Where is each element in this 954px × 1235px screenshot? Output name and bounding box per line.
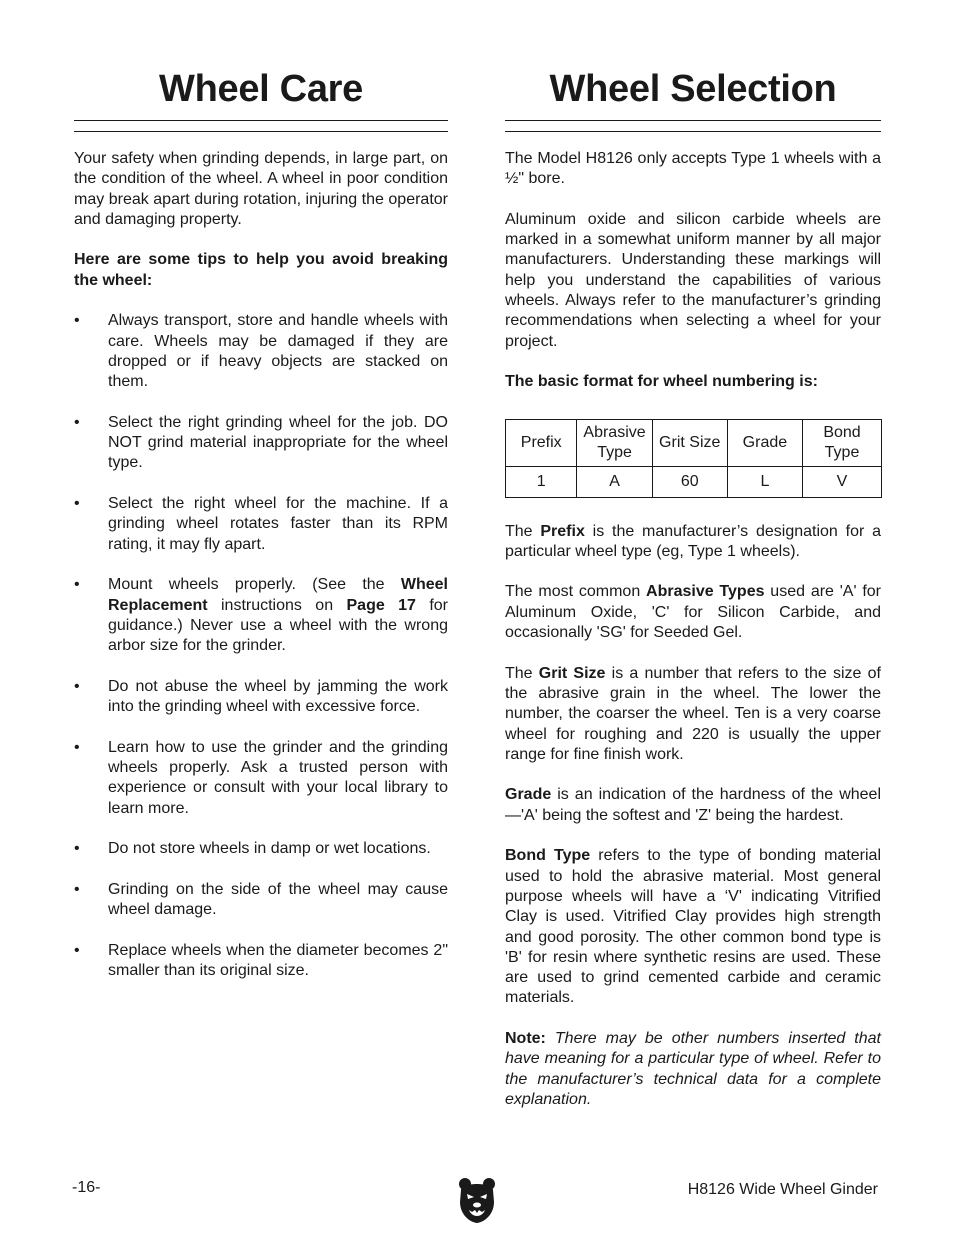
abrasive-paragraph: The most common Abrasive Types used are 'A' for Aluminum Oxide, 'C' for Silicon Carbide, and occasionally 'SG' for Seeded Gel. [505,583,882,642]
bullet: • [74,495,80,513]
wheel-care-body [74,149,448,1001]
bullet: • [74,840,80,858]
list-item: • Select the right grinding wheel for the job. DO NOT grind material inappropriate for the wheel type. [74,413,448,472]
wheel-selection-body [505,149,881,1130]
bear-head-logo-icon [457,1176,497,1224]
list-item: • Mount wheels properly. (See the Wheel Replacement instructions on Page 17 for guidance.) Never use a wheel with the wrong arbor size for the grinder. [74,576,449,655]
page-number: -16- [72,1179,101,1196]
table-header-cell: Prefix [506,419,577,466]
table-cell: V [803,466,882,497]
table-header-cell: Abrasive Type [577,419,652,466]
table-cell: 60 [652,466,727,497]
list-item: • Always transport, store and handle wheels with care. Wheels may be damaged if they are dropped or if heavy objects are stacked on them. [74,312,448,391]
wheel-replacement-ref: Wheel Replacement [108,576,448,614]
bullet: • [74,738,80,756]
table-header-cell: Bond Type [803,419,882,466]
model-paragraph: The Model H8126 only accepts Type 1 wheels with a ½" bore. [505,150,881,188]
model-name: H8126 Wide Wheel Ginder [687,1181,878,1198]
title-rule [505,120,881,132]
bullet: • [74,677,80,695]
tips-list [74,311,448,981]
list-item: • Do not abuse the wheel by jamming the work into the grinding wheel with excessive force. [74,677,448,716]
grade-paragraph: Grade is an indication of the hardness of the wheel—'A' being the softest and 'Z' being the hardest. [505,786,881,824]
format-heading: The basic format for wheel numbering is: [505,373,818,391]
table-row [506,466,882,497]
bullet: • [74,941,80,959]
prefix-paragraph: The Prefix is the manufacturer’s designation for a particular wheel type (eg, Type 1 wheels). [505,522,881,560]
markings-paragraph: Aluminum oxide and silicon carbide wheels are marked in a somewhat uniform manner by all major manufacturers. Understanding these markings will help you understand the capabilities of various wheels. Always refer to the manufacturer’s grinding recommendations when selecting a wheel for your project. [505,210,881,350]
grit-paragraph: The Grit Size is a number that refers to the size of the abrasive grain in the wheel. The lower the number, the coarser the wheel. Ten is a very coarse wheel for roughing and 220 is usually the upper range for fine finish work. [505,664,881,763]
tips-heading: Here are some tips to help you avoid breaking the wheel: [74,251,448,289]
table-cell: A [577,466,652,497]
bear-head-shape [459,1178,495,1223]
wheel-selection-title: Wheel Selection [549,68,837,110]
list-item: • Replace wheels when the diameter becomes 2" smaller than its original size. [74,941,448,979]
table-cell: 1 [506,466,577,497]
bullet: • [74,576,80,594]
table-cell: L [727,466,802,497]
intro-paragraph: Your safety when grinding depends, in large part, on the condition of the wheel. A wheel in poor condition may break apart during rotation, injuring the operator and damaging property. [74,150,448,228]
list-item: • Select the right wheel for the machine. If a grinding wheel rotates faster than its RPM rating, it may fly apart. [74,495,448,553]
list-item: • Do not store wheels in damp or wet locations. [74,839,448,859]
table-header-cell: Grade [727,419,802,466]
bullet: • [74,880,80,898]
title-rule [74,120,448,132]
note-paragraph [505,1029,881,1110]
bullet: • [74,312,80,330]
table-header-row [506,419,882,466]
page-ref: Page 17 [346,596,416,614]
wheel-care-title: Wheel Care [159,68,363,110]
list-item: • Grinding on the side of the wheel may cause wheel damage. [74,880,448,918]
note-text: There may be other numbers inserted that have meaning for a particular type of wheel. Refer to the manufacturer’s technical data for a complete explanation. [505,1029,881,1108]
table-header-cell: Grit Size [652,419,727,466]
list-item: • Learn how to use the grinder and the grinding wheels properly. Ask a trusted person with experience or consult with your local library to learn more. [74,738,448,817]
bond-paragraph: Bond Type refers to the type of bonding material used to hold the abrasive material. Most general purpose wheels will have a ‘V' indicating Vitrified Clay is used. Vitrified Clay provides high strength and good porosity. The other common bond type is 'B' for resin where synthetic resins are used. These are used to grind cemented carbide and ceramic materials. [505,847,881,1007]
bullet: • [74,413,80,431]
wheel-numbering-table [505,419,882,498]
note-label: Note: [505,1029,546,1047]
